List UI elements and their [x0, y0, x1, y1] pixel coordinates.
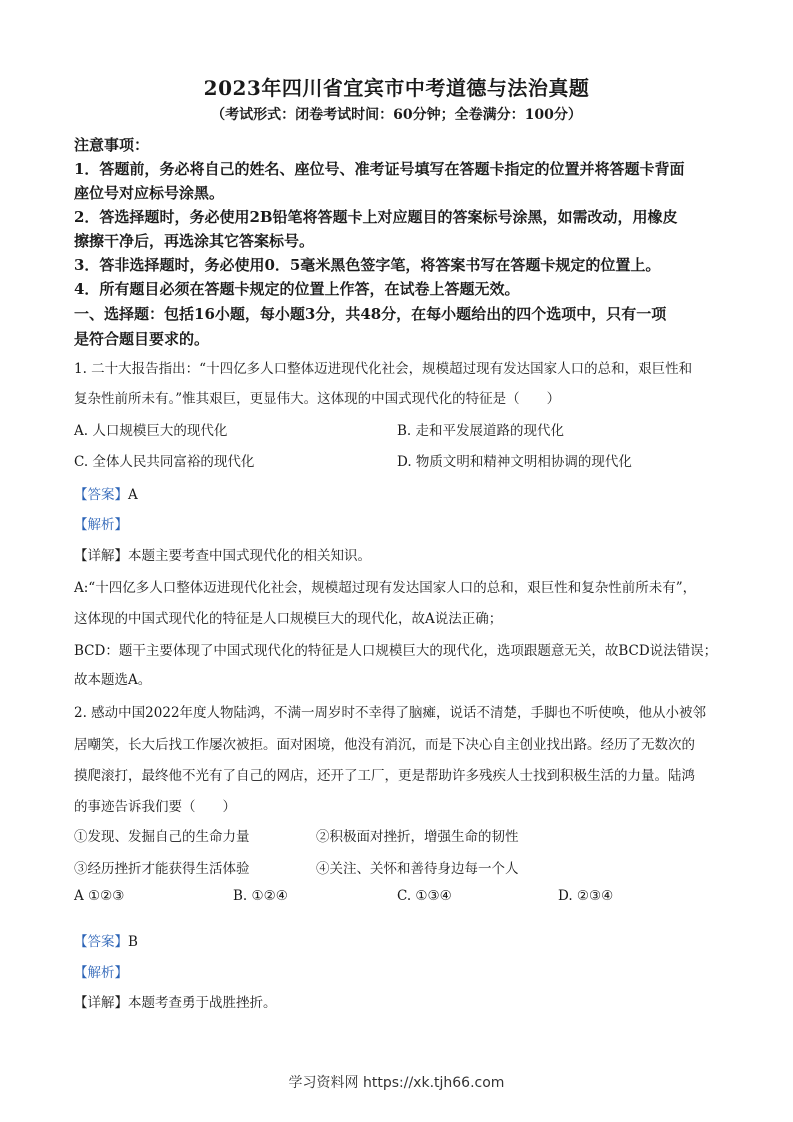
- q2-item-4: ④关注、关怀和善待身边每一个人: [316, 861, 519, 877]
- q1-option-c: C. 全体人民共同富裕的现代化: [74, 454, 255, 470]
- exam-info: （考试形式：闭卷考试时间：60分钟；全卷满分：100分）: [211, 107, 582, 123]
- answer-tag: 【答案】: [74, 487, 128, 503]
- q2-option-a: A ①②③: [74, 888, 125, 904]
- answer-value: B: [128, 934, 138, 950]
- footer-watermark: 学习资料网 https://xk.tjh66.com: [288, 1075, 505, 1091]
- question-1-stem: 复杂性前所未有。”惟其艰巨，更显伟大。这体现的中国式现代化的特征是（ ）: [74, 391, 561, 407]
- answer-tag: 【答案】: [74, 934, 128, 950]
- q2-item-3: ③经历挫折才能获得生活体验: [74, 861, 250, 877]
- q2-item-2: ②积极面对挫折，增强生命的韧性: [316, 829, 519, 845]
- question-2-stem: 居嘲笑，长大后找工作屡次被拒。面对困境，他没有消沉，而是下决心自主创业找出路。经历了无数次的: [74, 737, 695, 753]
- question-2-stem: 2. 感动中国2022年度人物陆鸿，不满一周岁时不幸得了脑瘫，说话不清楚，手脚也不听使唤，他从小被邻: [74, 705, 707, 721]
- q1-answer: [74, 483, 138, 503]
- question-1-stem: 1. 二十大报告指出：“十四亿多人口整体迈进现代化社会，规模超过现有发达国家人口的总和，艰巨性和: [74, 361, 693, 377]
- q2-detail: 【详解】本题考查勇于战胜挫折。: [74, 995, 277, 1011]
- section-heading: 是符合题目要求的。: [74, 330, 210, 348]
- answer-value: A: [128, 487, 138, 503]
- q1-option-b: B. 走和平发展道路的现代化: [397, 423, 565, 439]
- q1-detail: 这体现的中国式现代化的特征是人口规模巨大的现代化，故A说法正确；: [74, 611, 503, 627]
- q2-option-d: D. ②③④: [558, 888, 614, 904]
- note-line: 座位号对应标号涂黑。: [74, 184, 225, 202]
- q1-detail: 【详解】本题主要考查中国式现代化的相关知识。: [74, 548, 371, 564]
- notes-heading: 注意事项：: [74, 136, 150, 154]
- note-line: 4．所有题目必须在答题卡规定的位置上作答，在试卷上答题无效。: [74, 280, 520, 298]
- note-line: 擦擦干净后，再选涂其它答案标号。: [74, 232, 315, 250]
- note-line: 1．答题前，务必将自己的姓名、座位号、准考证号填写在答题卡指定的位置并将答题卡背面: [74, 160, 685, 178]
- note-line: 3．答非选择题时，务必使用0．5毫米黑色签字笔，将答案书写在答题卡规定的位置上。: [74, 256, 661, 274]
- q1-option-d: D. 物质文明和精神文明相协调的现代化: [397, 454, 632, 470]
- q2-item-1: ①发现、发掘自己的生命力量: [74, 829, 250, 845]
- page-title: 2023年四川省宜宾市中考道德与法治真题: [203, 76, 590, 100]
- q2-option-c: C. ①③④: [397, 888, 452, 904]
- q1-detail: 故本题选A。: [74, 672, 152, 688]
- section-heading: 一、选择题：包括16小题，每小题3分，共48分，在每小题给出的四个选项中，只有一项: [74, 305, 667, 323]
- q1-detail: BCD：题干主要体现了中国式现代化的特征是人口规模巨大的现代化，选项跟题意无关，故BCD说法错误；: [74, 643, 718, 659]
- question-2-stem: 的事迹告诉我们要（ ）: [74, 799, 236, 815]
- q2-answer: [74, 930, 138, 950]
- q2-option-b: B. ①②④: [233, 888, 288, 904]
- analysis-tag: 【解析】: [74, 517, 128, 533]
- note-line: 2．答选择题时，务必使用2B铅笔将答题卡上对应题目的答案标号涂黑，如需改动，用橡皮: [74, 208, 678, 226]
- analysis-tag: 【解析】: [74, 965, 128, 981]
- q1-option-a: A. 人口规模巨大的现代化: [74, 423, 228, 439]
- q1-detail: A:“十四亿多人口整体迈进现代化社会，规模超过现有发达国家人口的总和，艰巨性和复杂性前所未有”，: [74, 580, 697, 596]
- question-2-stem: 摸爬滚打，最终他不光有了自己的网店，还开了工厂，更是帮助许多残疾人士找到积极生活的力量。陆鸿: [74, 768, 695, 784]
